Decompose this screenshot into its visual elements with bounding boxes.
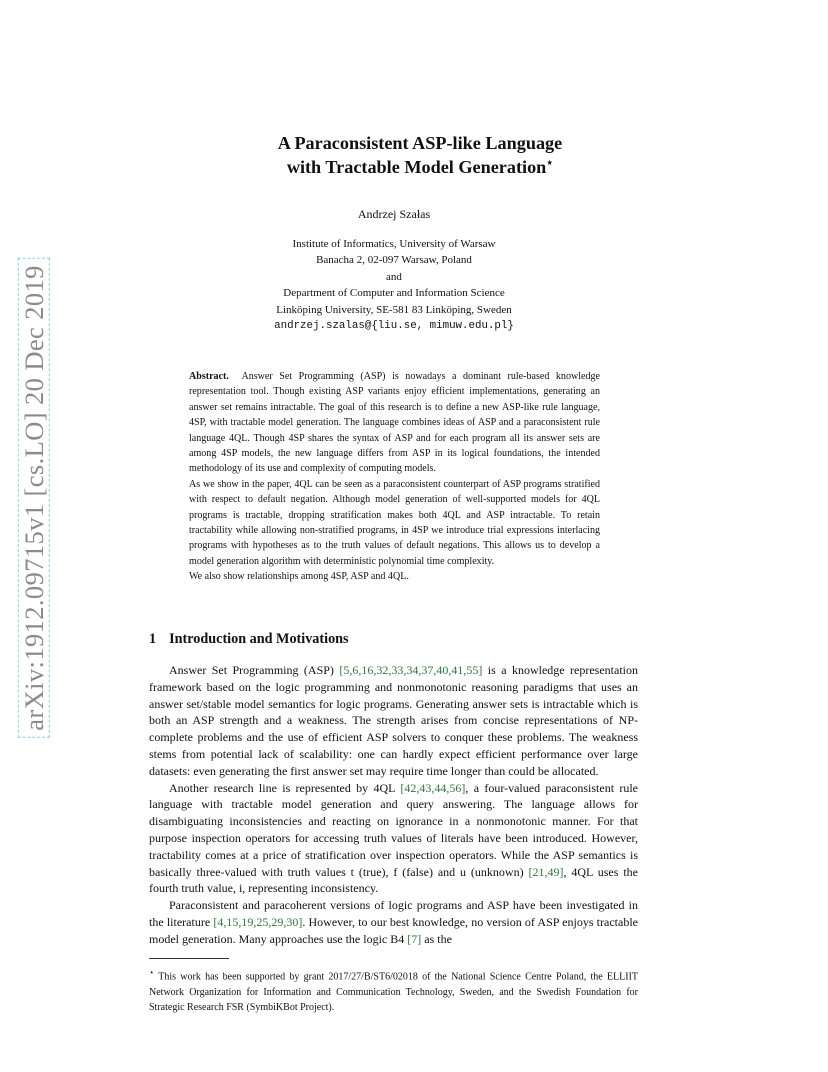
affiliation-line-1: Institute of Informatics, University of Warsaw	[292, 238, 496, 250]
abstract-text-1: Answer Set Programming (ASP) is nowadays a dominant rule-based knowledge representation tool. Though existing ASP variants enjoy efficient implementations, generating an answer set remains intractable. The goal of this research is to define a new ASP-like rule language, 4SP, with tractable model generation. The language combines ideas of ASP and a paraconsistent rule language 4QL. Though 4SP shares the syntax of ASP and for each program all its answer sets are among 4SP models, the new language differs from ASP in its logical foundations, the intended methodology of its use and complexity of computing models.	[189, 371, 600, 475]
citation-link[interactable]: [7]	[407, 931, 422, 946]
footnote	[149, 965, 638, 1015]
arxiv-stamp-text: arXiv:1912.09715v1 [cs.LO] 20 Dec 2019	[18, 258, 50, 738]
body-text-span: . However, to our best knowledge, no version of ASP enjoys tractable model generation. Many approaches use the logic B4	[149, 914, 638, 946]
abstract-paragraph-2: As we show in the paper, 4QL can be seen as a paraconsistent counterpart of ASP programs stratified with respect to default negation. Although model generation of well-supported models for 4QL programs is tractable, dropping stratification makes both 4QL and ASP intractable. To retain tractability while allowing non-stratified programs, in 4SP we introduce trial expressions interlacing programs with hypotheses as to the truth values of default negations. This allows us to develop a model generation algorithm with deterministic polynomial time complexity.	[189, 478, 600, 567]
body-paragraph-1	[149, 662, 638, 780]
citation-link[interactable]: [21,49]	[528, 864, 564, 879]
abstract-paragraph-1	[189, 369, 600, 477]
body-text-span: , a four-valued paraconsistent rule language with tractable model generation and query answering. The language allows for disambiguating inconsistencies and reacting on ignorance in a nonmonotonic manner. For that purpose inspection operators for accessing truth values of literals have been introduced. However, tractability comes at a price of stratification over inspection operators. While the ASP semantics is basically three-valued with truth values t (true), f (false) and u (unknown)	[149, 780, 639, 879]
citation-link[interactable]: [5,6,16,32,33,34,37,40,41,55]	[339, 663, 483, 677]
abstract-label: Abstract.	[189, 371, 229, 382]
section-title: Introduction and Motivations	[169, 631, 349, 647]
author-affiliation	[150, 236, 638, 334]
affiliation-line-4: Department of Computer and Information Science	[283, 287, 505, 300]
body-text-span: , 4QL uses the fourth truth value, i, representing inconsistency.	[149, 864, 638, 896]
body-paragraph-3	[149, 897, 638, 947]
paper-title	[150, 131, 690, 179]
body-text-span: is a knowledge representation framework based on the logic programming and nonmonotonic reasoning paradigms that uses an answer set/stable model semantics for logic programs. Generating answer sets is intractable which is both an ASP strength and a weakness. The strength arises from concise representations of NP-complete problems and the use of efficient ASP solvers to conquer these problems. The weakness stems from potential lack of scalability: one can hardly expect efficient performance over large datasets: even generating the first answer set may require time longer than could be allocated.	[149, 663, 638, 778]
affiliation-line-5: Linköping University, SE-581 83 Linköping, Sweden	[276, 303, 512, 316]
abstract	[189, 369, 600, 585]
affiliation-line-2: Banacha 2, 02-097 Warsaw, Poland	[316, 254, 472, 267]
body-text-span: Paraconsistent and paracoherent versions of logic programs and ASP have been investigated in the literature	[149, 898, 638, 929]
body-text-span: Answer Set Programming (ASP)	[169, 663, 340, 677]
citation-link[interactable]: [42,43,44,56]	[400, 780, 466, 795]
affiliation-line-3: and	[386, 270, 402, 283]
author-email: andrzej.szalas@{liu.se, mimuw.edu.pl}	[274, 320, 514, 333]
author-name: Andrzej Szałas	[357, 207, 431, 221]
footnote-divider	[149, 958, 229, 959]
citation-link[interactable]: [4,15,19,25,29,30]	[213, 914, 303, 929]
abstract-paragraph-3: We also show relationships among 4SP, ASP and 4QL.	[189, 571, 409, 583]
title-line-1: A Paraconsistent ASP-like Language	[277, 133, 563, 153]
arxiv-identifier-stamp	[18, 248, 50, 748]
body-paragraph-2	[149, 780, 638, 898]
section-heading	[149, 631, 349, 648]
body-text	[149, 662, 638, 948]
footnote-mark: ⋆	[149, 968, 155, 977]
body-text-span: as the	[421, 931, 452, 946]
body-text-span: Another research line is represented by 4QL	[169, 780, 401, 795]
section-number: 1	[149, 631, 157, 647]
title-footnote-mark: ⋆	[546, 156, 554, 169]
title-line-2: with Tractable Model Generation	[286, 157, 547, 177]
footnote-text: This work has been supported by grant 2017/27/B/ST6/02018 of the National Science Centre Poland, the ELLIIT Network Organization for Information and Communication Technology, Sweden, and the Swedish Foundation for Strategic Research FSR (SymbiKBot Project).	[149, 971, 639, 1013]
